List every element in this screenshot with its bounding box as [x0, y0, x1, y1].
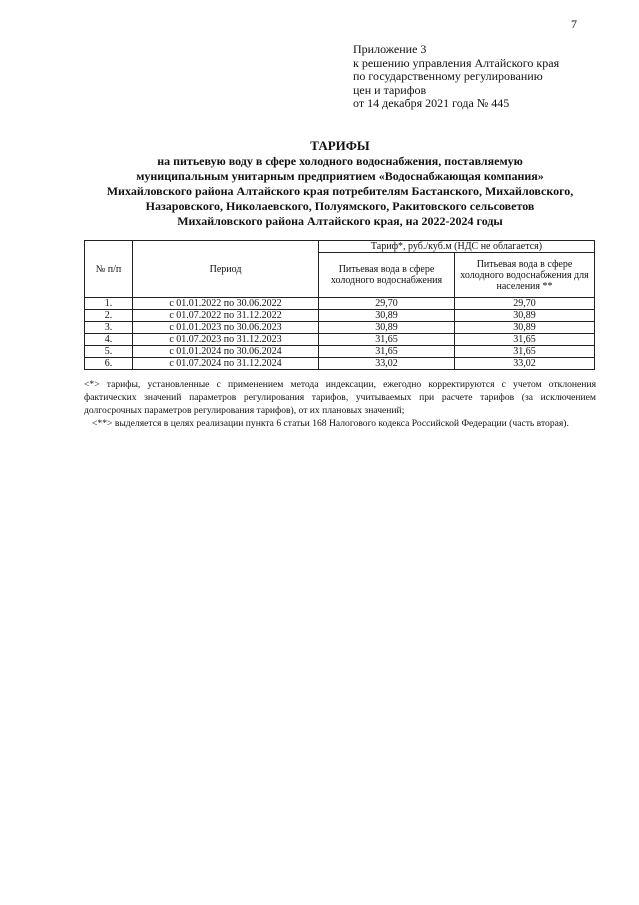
- appendix-line: Приложение 3: [353, 42, 427, 56]
- header-tariff-population: Питьевая вода в сфере холодного водоснабжения для населения **: [455, 253, 595, 298]
- row-num: 2.: [85, 310, 133, 322]
- row-tariff-population: 29,70: [455, 298, 595, 310]
- footnote-2: <**> выделяется в целях реализации пункта 6 статьи 168 Налогового кодекса Российской Федерации (часть вторая).: [92, 418, 569, 429]
- row-period: с 01.07.2023 по 31.12.2023: [133, 334, 319, 346]
- page-number: 7: [571, 17, 577, 31]
- row-tariff-general: 31,65: [319, 346, 455, 358]
- row-num: 1.: [85, 298, 133, 310]
- row-num: 3.: [85, 322, 133, 334]
- tariff-table: [84, 240, 595, 370]
- footnotes: [84, 378, 596, 430]
- row-tariff-population: 31,65: [455, 334, 595, 346]
- row-period: с 01.01.2023 по 30.06.2023: [133, 322, 319, 334]
- title-line: Михайловского района Алтайского края потребителям Бастанского, Михайловского,: [106, 184, 574, 198]
- row-period: с 01.07.2022 по 31.12.2022: [133, 310, 319, 322]
- row-period: с 01.07.2024 по 31.12.2024: [133, 358, 319, 370]
- title-line: на питьевую воду в сфере холодного водоснабжения, поставляемую: [157, 154, 523, 168]
- header-period: Период: [133, 241, 319, 298]
- row-tariff-general: 29,70: [319, 298, 455, 310]
- row-tariff-general: 31,65: [319, 334, 455, 346]
- table-row: [85, 298, 595, 310]
- table-row: [85, 334, 595, 346]
- title-line: Михайловского района Алтайского края, на 2022-2024 годы: [177, 214, 503, 228]
- row-tariff-general: 33,02: [319, 358, 455, 370]
- document-title: [60, 138, 620, 229]
- table-row: [85, 310, 595, 322]
- title-main: ТАРИФЫ: [310, 138, 370, 153]
- header-tariff-group: Тариф*, руб./куб.м (НДС не облагается): [319, 241, 595, 253]
- table-row: [85, 322, 595, 334]
- footnote-1: <*> тарифы, установленные с применением метода индексации, ежегодно корректируются с учетом отклонения фактических значений параметров регулирования тарифов, учитываемых при расчете тарифов (за исключением долгосрочных параметров регулирования тарифов), от их плановых значений;: [84, 379, 596, 416]
- row-tariff-population: 33,02: [455, 358, 595, 370]
- title-line: Назаровского, Николаевского, Полуямского, Ракитовского сельсоветов: [145, 199, 535, 213]
- appendix-line: по государственному регулированию: [353, 69, 543, 83]
- row-tariff-population: 30,89: [455, 322, 595, 334]
- table-row: [85, 358, 595, 370]
- header-tariff-general: Питьевая вода в сфере холодного водоснабжения: [319, 253, 455, 298]
- row-tariff-general: 30,89: [319, 310, 455, 322]
- row-tariff-general: 30,89: [319, 322, 455, 334]
- row-num: 4.: [85, 334, 133, 346]
- appendix-header: [353, 43, 559, 111]
- row-period: с 01.01.2024 по 30.06.2024: [133, 346, 319, 358]
- header-num: № п/п: [85, 241, 133, 298]
- title-line: муниципальным унитарным предприятием «Водоснабжающая компания»: [136, 169, 544, 183]
- row-num: 6.: [85, 358, 133, 370]
- appendix-line: от 14 декабря 2021 года № 445: [353, 96, 510, 110]
- row-num: 5.: [85, 346, 133, 358]
- appendix-line: цен и тарифов: [353, 82, 427, 97]
- row-tariff-population: 30,89: [455, 310, 595, 322]
- appendix-line: к решению управления Алтайского края: [353, 55, 560, 70]
- row-period: с 01.01.2022 по 30.06.2022: [133, 298, 319, 310]
- table-row: [85, 346, 595, 358]
- row-tariff-population: 31,65: [455, 346, 595, 358]
